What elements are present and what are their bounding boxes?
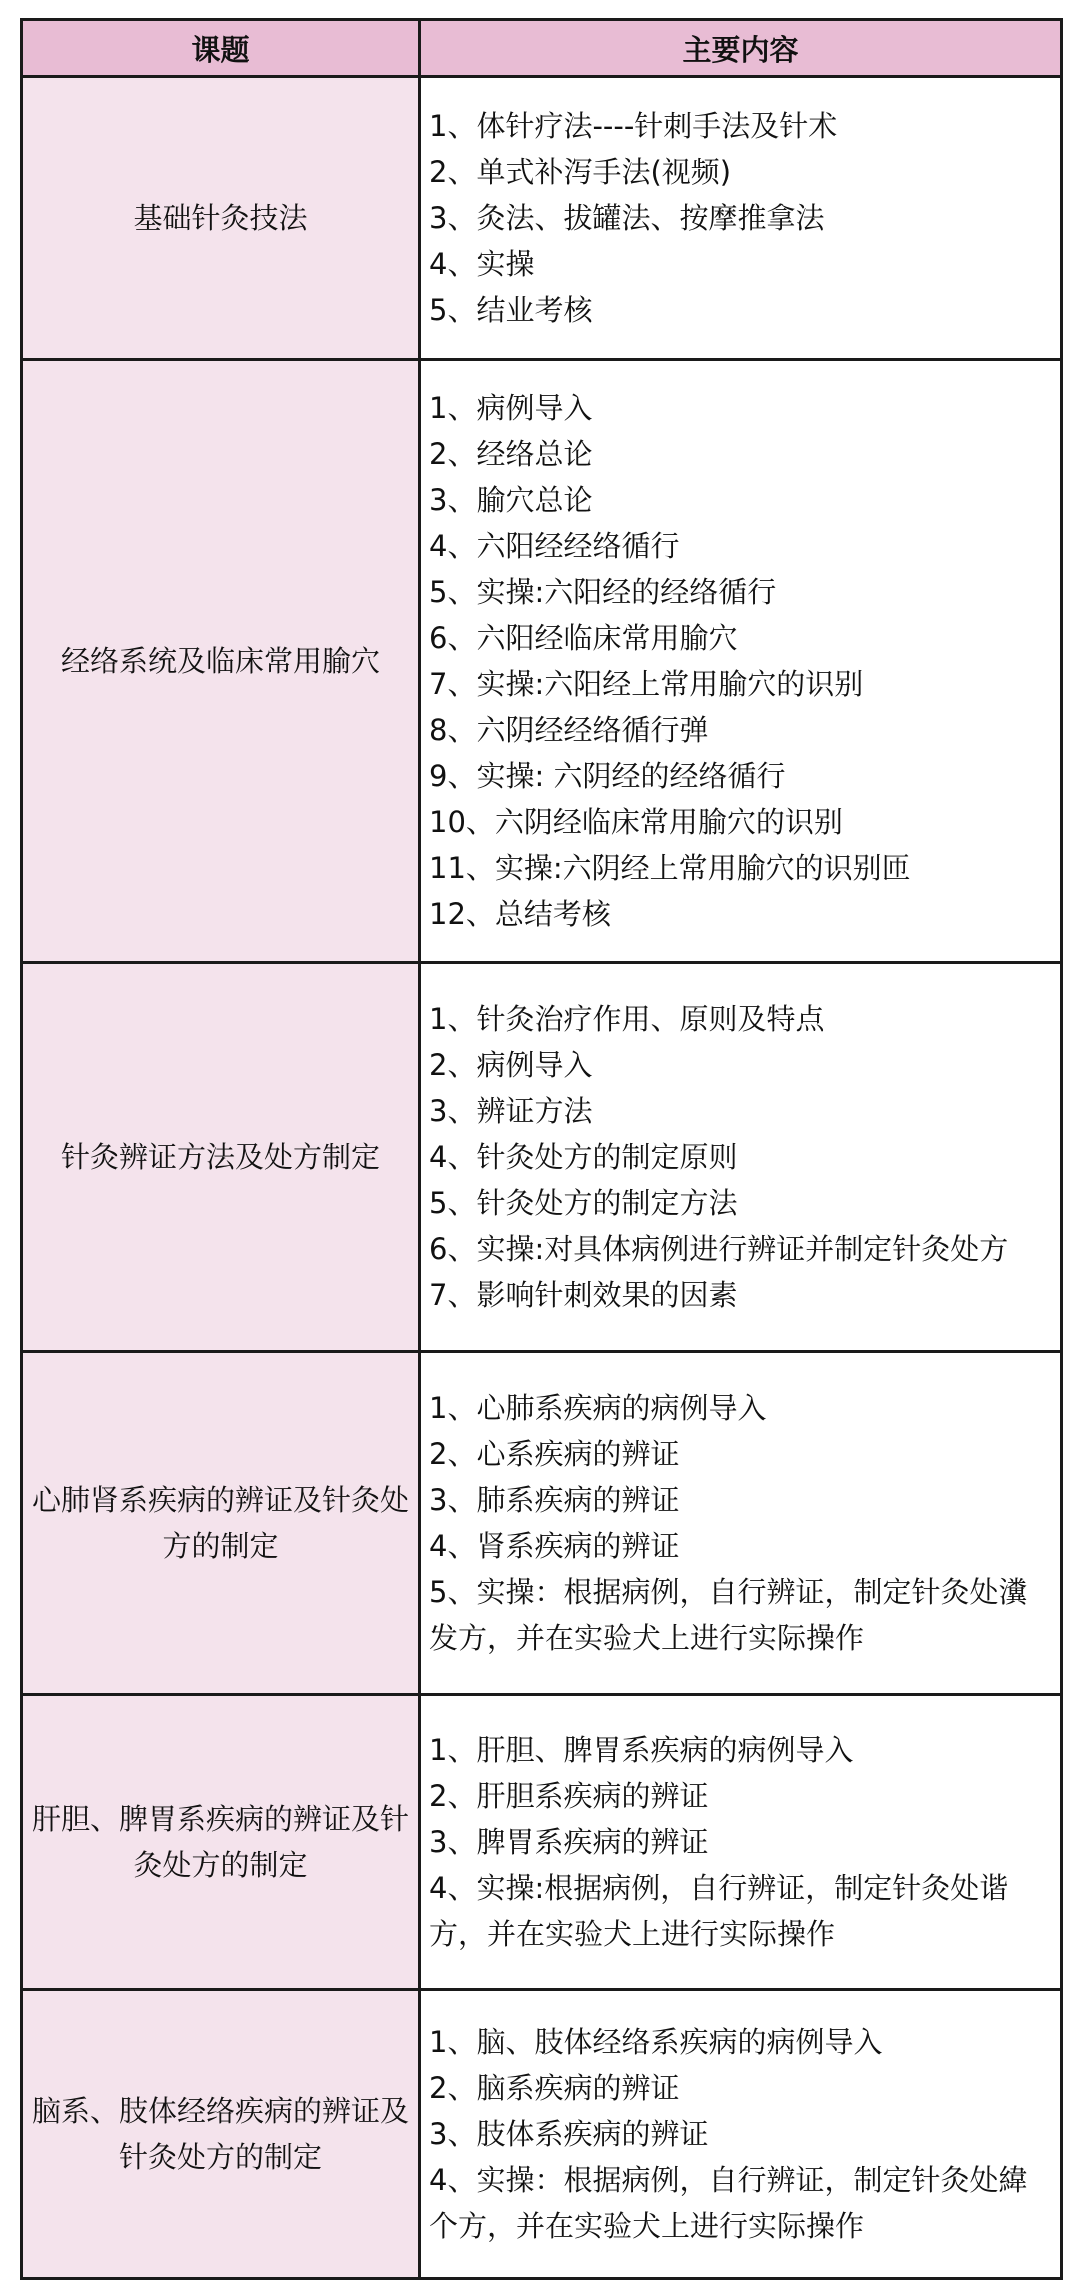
- topic-cell: 针灸辨证方法及处方制定: [22, 963, 420, 1352]
- content-item: 2、肝胆系疾病的辨证: [429, 1779, 709, 1813]
- content-item: 5、针灸处方的制定方法: [429, 1186, 738, 1220]
- topic-cell: 基础针灸技法: [22, 77, 420, 360]
- content-item: 6、六阳经临床常用腧穴: [429, 621, 738, 655]
- content-item: 10、六阴经临床常用腧穴的识别: [429, 805, 843, 839]
- topic-cell: 经络系统及临床常用腧穴: [22, 360, 420, 963]
- content-item: 4、实操: [429, 247, 535, 281]
- content-cell: [420, 1695, 1062, 1990]
- content-cell: [420, 1990, 1062, 2279]
- content-item: 3、辨证方法: [429, 1094, 593, 1128]
- content-item: 2、脑系疾病的辨证: [429, 2071, 680, 2105]
- table-header-row: [22, 20, 1062, 77]
- content-item: 2、病例导入: [429, 1048, 593, 1082]
- content-item: 9、实操: 六阴经的经络循行: [429, 759, 786, 793]
- content-item: 11、实操:六阴经上常用腧穴的识别匝: [429, 851, 911, 885]
- content-item: 5、结业考核: [429, 293, 593, 327]
- table-row: [22, 1990, 1062, 2279]
- table-row: [22, 1352, 1062, 1695]
- content-item: 3、腧穴总论: [429, 483, 593, 517]
- content-item: 8、六阴经经络循行弹: [429, 713, 709, 747]
- content-item: 7、实操:六阳经上常用腧穴的识别: [429, 667, 864, 701]
- content-item: 2、经络总论: [429, 437, 593, 471]
- content-item: 12、总结考核: [429, 897, 611, 931]
- content-item: 5、实操：根据病例，自行辨证，制定针灸处瀵发方，并在实验犬上进行实际操作: [429, 1575, 1028, 1655]
- content-item: 1、针灸治疗作用、原则及特点: [429, 1002, 825, 1036]
- header-topic: 课题: [22, 20, 420, 77]
- content-item: 3、肢体系疾病的辨证: [429, 2117, 709, 2151]
- content-item: 6、实操:对具体病例进行辨证并制定针灸处方: [429, 1232, 1009, 1266]
- content-cell: [420, 360, 1062, 963]
- content-cell: [420, 77, 1062, 360]
- content-item: 1、肝胆、脾胃系疾病的病例导入: [429, 1733, 854, 1767]
- content-item: 4、实操:根据病例，自行辨证，制定针灸处谐方，并在实验犬上进行实际操作: [429, 1871, 1009, 1951]
- header-main-content: 主要内容: [420, 20, 1062, 77]
- content-item: 3、肺系疾病的辨证: [429, 1483, 680, 1517]
- course-table-container: [20, 18, 1060, 2280]
- content-item: 4、肾系疾病的辨证: [429, 1529, 680, 1563]
- content-item: 4、六阳经经络循行: [429, 529, 680, 563]
- table-row: [22, 963, 1062, 1352]
- topic-cell: 脑系、肢体经络疾病的辨证及针灸处方的制定: [22, 1990, 420, 2279]
- content-item: 4、实操：根据病例，自行辨证，制定针灸处緯个方，并在实验犬上进行实际操作: [429, 2163, 1028, 2243]
- content-item: 1、脑、肢体经络系疾病的病例导入: [429, 2025, 883, 2059]
- content-item: 4、针灸处方的制定原则: [429, 1140, 738, 1174]
- content-item: 5、实操:六阳经的经络循行: [429, 575, 777, 609]
- content-cell: [420, 1352, 1062, 1695]
- content-item: 2、单式补泻手法(视频): [429, 155, 732, 189]
- table-row: [22, 1695, 1062, 1990]
- course-table: [20, 18, 1063, 2280]
- content-cell: [420, 963, 1062, 1352]
- table-row: [22, 77, 1062, 360]
- content-item: 3、灸法、拔罐法、按摩推拿法: [429, 201, 825, 235]
- content-item: 2、心系疾病的辨证: [429, 1437, 680, 1471]
- content-item: 3、脾胃系疾病的辨证: [429, 1825, 709, 1859]
- topic-cell: 肝胆、脾胃系疾病的辨证及针灸处方的制定: [22, 1695, 420, 1990]
- content-item: 1、心肺系疾病的病例导入: [429, 1391, 767, 1425]
- content-item: 7、影响针刺效果的因素: [429, 1278, 738, 1312]
- content-item: 1、体针疗法----针刺手法及针术: [429, 109, 838, 143]
- table-row: [22, 360, 1062, 963]
- topic-cell: 心肺肾系疾病的辨证及针灸处方的制定: [22, 1352, 420, 1695]
- content-item: 1、病例导入: [429, 391, 593, 425]
